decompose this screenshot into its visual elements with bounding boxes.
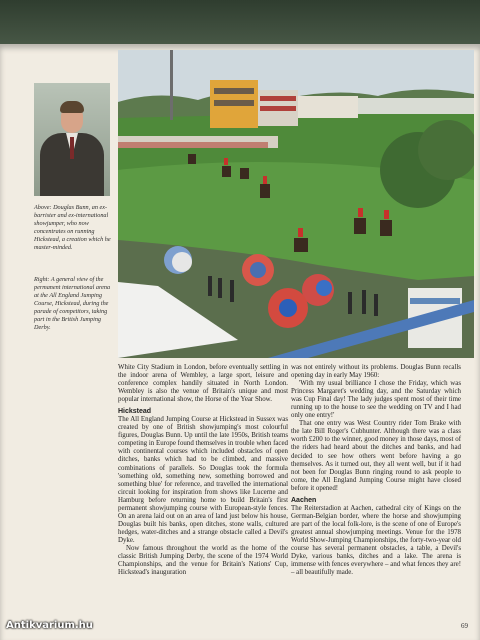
portrait-photo [34,83,110,196]
watermark: Antikvarium.hu [6,620,93,631]
section-heading-aachen: Aachen [291,496,317,504]
arena-photo [118,50,474,358]
aachen-paragraph: The Reiterstadion at Aachen, cathedral city of Kings on the German-Belgian border, where the horse and showjumping are part of the local folk-lore, is the scene of one of Europe's greatest annual showjumping meetings. Venue for the 1978 World Show-Jumping Championships, the forty-two-year old course has several permanent obstacles, a table, a Devil's Dyke, various banks, ditches and a lake. The arena is immense with fences everywhere – and what fences they are! – all beautifully made. [291,504,461,577]
hickstead-paragraph-2: Now famous throughout the world as the home of the classic British Jumping Derby, the scene of the 1974 World Championships, and the venue for Britain's Nations' Cup, Hickstead's inauguration [118,544,288,577]
bunn-quote: 'With my usual brilliance I chose the Friday, which was Princess Margaret's wedding day, and the Saturday which was Cup Final day! The lady judges spent most of their time running up to the house to see the wedding on TV and I had only one entry!' [291,380,461,420]
portrait-caption: Above: Douglas Bunn, an ex-barrister and ex-international showjumper, who now concentrates on running Hickstead, a creation which he master-minded. [34,204,111,251]
left-column [118,364,288,577]
hickstead-paragraph-4: That one entry was West Country rider Tom Brake with the late Bill Roger's Cubhunter. Although there was a class worth £200 to the winner, good money in those days, most of the riders had heard about the ditches and banks, and had decided to see how others went before having a go themselves. As it turned out, they all went well, but if it had not been for Douglas Bunn ringing round to ask people to come, the All England Jumping Course might have closed before it opened! [291,420,461,492]
section-heading-hickstead: Hickstead [118,408,152,416]
book-cover-edge [0,0,480,50]
hickstead-paragraph-3: was not entirely without its problems. Douglas Bunn recalls opening day in early May 1960: [291,364,461,380]
right-column [291,364,461,577]
page-number: 69 [461,622,468,630]
intro-paragraph: White City Stadium in London, before eventually settling in the indoor arena of Wembley, a large sport, leisure and conference complex handily situated in North London. Wembley is also the venue of Britain's unique and most popular international show, the Horse of the Year Show. [118,364,288,404]
hickstead-paragraph-1: The All England Jumping Course at Hickstead in Sussex was created by one of British showjumping's most colourful figures, Douglas Bunn. Up until the late 1950s, British teams competing in Europe found themselves in trouble when faced with continental courses which included obstacles of open ditches, banks which had to be climbed, and massive combinations of parallels. So Douglas took the formula 'something old, something new, something borrowed and something blue' for reference, and travelled the international circuit looking for inspiration from shows like Lucerne and Hamburg before returning home to build Britain's first permanent showjumping course with European-style fences. On an arena laid out on an area of land just below his house, Douglas built his banks, open ditches, stone walls, cultured hedges, water-ditches and a strange obstacle called a Devil's Dyke. [118,416,288,544]
arena-caption: Right: A general view of the permanent international arena at the All England Jumping Course, Hickstead, during the parade of competitors, taking part in the British Jumping Derby. [34,276,111,331]
